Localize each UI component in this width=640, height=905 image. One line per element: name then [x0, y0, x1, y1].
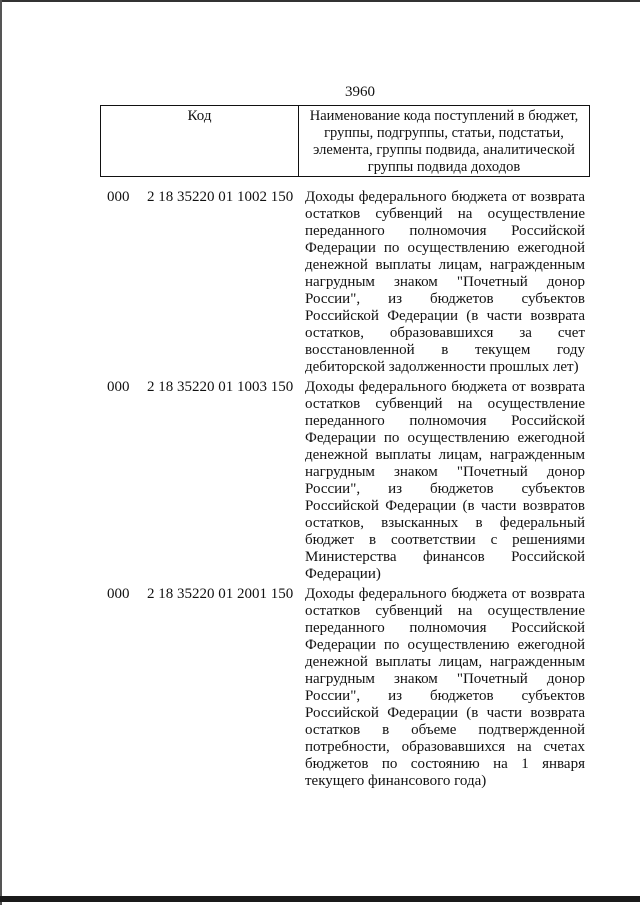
table-row [0, 586, 640, 790]
page-number: 3960 [345, 84, 375, 100]
scan-border-bottom [0, 896, 640, 902]
revenue-description: Доходы федерального бюджета от возврата остатков субвенций на осуществление переданного полномочия Российской Федерации по осуществлению ежегодной денежной выплаты лицам, награжденным нагрудным знаком "Почетный донор России", из бюджетов субъектов Российской Федерации (в части возврата остатков в объеме подтвержденной потребности, образовавшихся на счетах бюджетов по состоянию на 1 января текущего финансового года) [305, 586, 585, 789]
revenue-code: 2 18 35220 01 1002 150 [147, 189, 294, 205]
code-column-header: Код [101, 106, 299, 176]
revenue-code: 2 18 35220 01 2001 150 [147, 586, 294, 602]
revenue-description: Доходы федерального бюджета от возврата остатков субвенций на осуществление переданного полномочия Российской Федерации по осуществлению ежегодной денежной выплаты лицам, награжденным нагрудным знаком "Почетный донор России", из бюджетов субъектов Российской Федерации (в части возвратов остатков, взысканных в федеральный бюджет в соответствии с решениями Министерства финансов Российской Федерации) [305, 379, 585, 582]
admin-code: 000 [107, 586, 130, 602]
table-body [0, 189, 640, 793]
table-header [100, 105, 590, 177]
scan-border-top [0, 0, 640, 2]
admin-code: 000 [107, 189, 130, 205]
admin-code: 000 [107, 379, 130, 395]
revenue-description: Доходы федерального бюджета от возврата остатков субвенций на осуществление переданного полномочия Российской Федерации по осуществлению ежегодной денежной выплаты лицам, награжденным нагрудным знаком "Почетный донор России", из бюджетов субъектов Российской Федерации (в части возврата остатков, образовавшихся за счет восстановленной в текущем году дебиторской задолженности прошлых лет) [305, 189, 585, 375]
table-row [0, 379, 640, 583]
name-column-header: Наименование кода поступлений в бюджет, группы, подгруппы, статьи, подстатьи, элемента, группы подвида, аналитической группы подвида доходов [309, 108, 579, 175]
revenue-code: 2 18 35220 01 1003 150 [147, 379, 294, 395]
table-row [0, 189, 640, 376]
